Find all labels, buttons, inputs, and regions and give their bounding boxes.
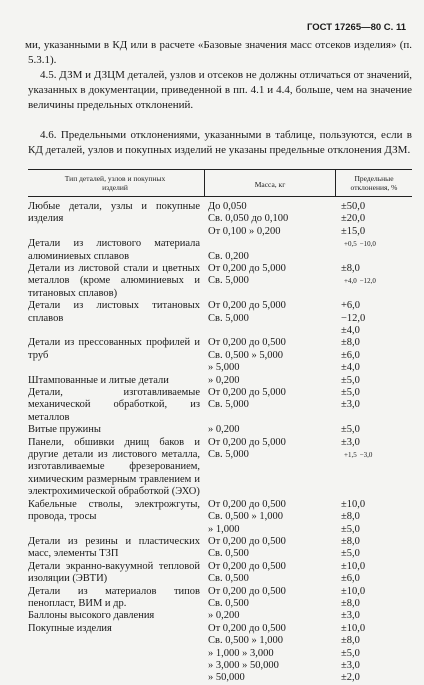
row-deviation bbox=[341, 337, 360, 374]
row-deviation bbox=[341, 387, 360, 412]
paragraph-4-5: 4.5. ДЗМ и ДЗЦМ деталей, узлов и отсеков не должны отличаться от значений, указанных в документации, приведенной в пп. 4.1 и 4.4, больше, чем на значение величины предельных отклонений. bbox=[28, 69, 412, 111]
mass-line: От 0,200 до 0,500 bbox=[208, 622, 286, 634]
row-mass bbox=[208, 437, 286, 462]
deviation-line: −10,0 bbox=[359, 240, 376, 249]
column-header-mass: Масса, кг bbox=[254, 180, 286, 189]
row-deviation bbox=[341, 201, 365, 238]
deviation-line: ±3,0 bbox=[341, 399, 360, 411]
row-type: Детали из листовых титановых сплавов bbox=[28, 300, 200, 324]
mass-line: Св. 5,000 bbox=[208, 399, 249, 411]
deviation-line: −3,0 bbox=[359, 451, 373, 460]
deviation-line: ±4,0 bbox=[341, 325, 360, 337]
deviation-line: ±5,0 bbox=[341, 647, 360, 659]
table-row bbox=[28, 337, 412, 374]
deviation-line: ±3,0 bbox=[341, 659, 360, 671]
mass-line: » 1,000 bbox=[208, 523, 240, 535]
row-mass bbox=[208, 499, 286, 536]
row-deviation bbox=[341, 437, 372, 462]
row-type: Детали, изготавливаемые механической обработкой, из металлов bbox=[28, 387, 200, 423]
table-row bbox=[28, 499, 412, 536]
deviation-line: ±5,0 bbox=[341, 374, 360, 386]
row-deviation bbox=[341, 263, 376, 288]
deviation-line: ±20,0 bbox=[341, 213, 366, 225]
table-row bbox=[28, 610, 412, 622]
column-header-type: Тип деталей, узлов и покупных изделий bbox=[64, 174, 166, 192]
deviation-line: ±8,0 bbox=[341, 511, 360, 523]
mass-line: » 50,000 bbox=[208, 672, 245, 684]
row-mass bbox=[208, 387, 286, 412]
row-deviation bbox=[341, 586, 365, 611]
deviation-line: ±8,0 bbox=[341, 635, 360, 647]
mass-line: » 3,000 » 50,000 bbox=[208, 659, 279, 671]
table-header-rule bbox=[28, 196, 412, 197]
mass-line: Св. 0,500 bbox=[208, 573, 249, 585]
deviation-line: +1,5 bbox=[344, 451, 357, 460]
deviation-line: ±10,0 bbox=[341, 585, 366, 597]
deviation-line: ±8,0 bbox=[341, 535, 360, 547]
table-row bbox=[28, 201, 412, 238]
row-deviation bbox=[341, 375, 360, 387]
mass-line: Св. 5,000 bbox=[208, 449, 249, 461]
mass-line: Св. 0,050 до 0,100 bbox=[208, 213, 289, 225]
row-mass bbox=[208, 623, 286, 685]
paragraph-continuation: ми, указанными в КД или в расчете «Базовые значения масс отсеков изделия» (п. 5.3.1). bbox=[25, 39, 412, 66]
mass-line: От 0,200 до 0,500 bbox=[208, 585, 286, 597]
table-row bbox=[28, 238, 412, 263]
mass-line: От 0,200 до 5,000 bbox=[208, 436, 286, 448]
row-mass bbox=[208, 561, 286, 586]
deviation-line: +0,5 bbox=[344, 240, 357, 249]
row-deviation bbox=[341, 424, 360, 436]
deviation-line: ±3,0 bbox=[341, 436, 360, 448]
row-type bbox=[28, 325, 200, 337]
row-type: Панели, обшивки днищ баков и другие детали из листового металла, изготавливаемые фрезерованием, химическим размерным травлением и электрохимической обработкой (ЭХО) bbox=[28, 436, 200, 498]
deviation-line: ±10,0 bbox=[341, 560, 366, 572]
mass-line: Св. 0,500 bbox=[208, 548, 249, 560]
deviation-line: +6,0 bbox=[341, 300, 361, 312]
mass-line: От 0,200 до 5,000 bbox=[208, 387, 286, 399]
table-row bbox=[28, 424, 412, 436]
row-mass bbox=[208, 424, 240, 436]
mass-line: » 0,200 bbox=[208, 424, 240, 436]
row-deviation bbox=[341, 325, 360, 337]
table-top-rule bbox=[28, 169, 412, 170]
mass-line: Св. 0,200 bbox=[208, 250, 249, 262]
deviation-line: ±2,0 bbox=[341, 672, 360, 684]
deviation-line: ±3,0 bbox=[341, 610, 360, 622]
table-row bbox=[28, 437, 412, 499]
row-type: Штампованные и литые детали bbox=[28, 374, 169, 386]
table-row bbox=[28, 536, 412, 561]
row-type: Покупные изделия bbox=[28, 622, 112, 634]
row-deviation bbox=[341, 536, 360, 561]
row-type: Витые пружины bbox=[28, 424, 101, 436]
row-deviation bbox=[341, 623, 365, 685]
mass-line: От 0,200 до 5,000 bbox=[208, 263, 286, 274]
mass-line bbox=[208, 238, 249, 250]
mass-line: » 5,000 bbox=[208, 362, 240, 374]
mass-line: От 0,200 до 0,500 bbox=[208, 560, 286, 572]
paragraph-4-6: 4.6. Предельными отклонениями, указанными в таблице, пользуются, если в КД деталей, узлов и покупных изделий не указаны предельные отклонения ДЗМ. bbox=[28, 129, 412, 156]
deviation-line: −12,0 bbox=[341, 312, 366, 324]
row-deviation bbox=[341, 499, 365, 536]
deviation-line: ±5,0 bbox=[341, 424, 360, 436]
row-mass bbox=[208, 263, 286, 288]
row-type: Детали из листовой стали и цветных металлов (кроме алюминиевых и титановых сплавов) bbox=[28, 263, 200, 299]
mass-line: От 0,200 до 0,500 bbox=[208, 498, 286, 510]
deviation-line: ±5,0 bbox=[341, 548, 360, 560]
table-row bbox=[28, 586, 412, 611]
row-deviation bbox=[341, 300, 365, 325]
page-header: ГОСТ 17265—80 С. 11 bbox=[306, 22, 406, 33]
row-deviation bbox=[341, 238, 376, 250]
row-type: Детали из резины и пластических масс, элементы ТЗП bbox=[28, 535, 200, 560]
row-type: Любые детали, узлы и покупные изделия bbox=[28, 201, 200, 225]
deviation-line: ±50,0 bbox=[341, 201, 366, 212]
deviation-line: ±15,0 bbox=[341, 225, 366, 237]
mass-line: До 0,050 bbox=[208, 201, 247, 212]
row-deviation bbox=[341, 561, 365, 586]
table-row bbox=[28, 375, 412, 387]
deviation-line: ±8,0 bbox=[341, 263, 360, 274]
mass-line: Св. 0,500 » 5,000 bbox=[208, 349, 283, 361]
deviation-line: ±6,0 bbox=[341, 573, 360, 585]
mass-line: Св. 0,500 » 1,000 bbox=[208, 511, 283, 523]
deviation-line: ±5,0 bbox=[341, 523, 360, 535]
mass-line: » 0,200 bbox=[208, 374, 240, 386]
deviation-line: ±4,0 bbox=[341, 362, 360, 374]
mass-line: » 1,000 » 3,000 bbox=[208, 647, 274, 659]
mass-line: » 0,200 bbox=[208, 610, 240, 622]
row-type: Баллоны высокого давления bbox=[28, 610, 155, 622]
mass-line: Св. 5,000 bbox=[208, 312, 249, 324]
row-mass bbox=[208, 536, 286, 561]
deviation-line: ±5,0 bbox=[341, 387, 360, 399]
deviation-line: ±8,0 bbox=[341, 597, 360, 609]
mass-line: От 0,200 до 0,500 bbox=[208, 535, 286, 547]
table-row bbox=[28, 387, 412, 424]
row-mass bbox=[208, 300, 286, 325]
row-mass bbox=[208, 337, 286, 374]
deviation-line: ±10,0 bbox=[341, 498, 366, 510]
deviation-line: ±10,0 bbox=[341, 622, 366, 634]
row-mass bbox=[208, 610, 240, 622]
table-row bbox=[28, 325, 412, 337]
deviation-line: ±8,0 bbox=[341, 337, 360, 349]
mass-line: Св. 5,000 bbox=[208, 275, 249, 287]
row-type: Детали из материалов типов пенопласт, ВИМ и др. bbox=[28, 585, 200, 609]
table-row bbox=[28, 623, 412, 685]
deviation-line: +4,0 bbox=[344, 277, 357, 286]
mass-line: От 0,200 до 5,000 bbox=[208, 300, 286, 312]
deviation-line: −12,0 bbox=[359, 277, 376, 286]
table-body bbox=[28, 201, 412, 685]
row-type: Кабельные стволы, электрожгуты, провода, тросы bbox=[28, 498, 200, 523]
deviation-line: ±6,0 bbox=[341, 349, 360, 361]
row-mass bbox=[208, 586, 286, 611]
row-type: Детали экранно-вакуумной тепловой изоляции (ЭВТИ) bbox=[28, 560, 200, 585]
table-row bbox=[28, 263, 412, 300]
table-row bbox=[28, 300, 412, 325]
row-mass bbox=[208, 238, 249, 263]
row-type: Детали из листового материала алюминиевых сплавов bbox=[28, 238, 200, 262]
mass-line: От 0,100 » 0,200 bbox=[208, 225, 281, 237]
row-mass bbox=[208, 375, 240, 387]
row-type: Детали из прессованных профилей и труб bbox=[28, 337, 200, 361]
row-mass bbox=[208, 201, 288, 238]
mass-line: Св. 0,500 bbox=[208, 597, 249, 609]
mass-line: Св. 0,500 » 1,000 bbox=[208, 635, 283, 647]
row-deviation bbox=[341, 610, 360, 622]
table-row bbox=[28, 561, 412, 586]
mass-line: От 0,200 до 0,500 bbox=[208, 337, 286, 349]
column-header-deviation: Предельные отклонения, % bbox=[350, 174, 398, 192]
